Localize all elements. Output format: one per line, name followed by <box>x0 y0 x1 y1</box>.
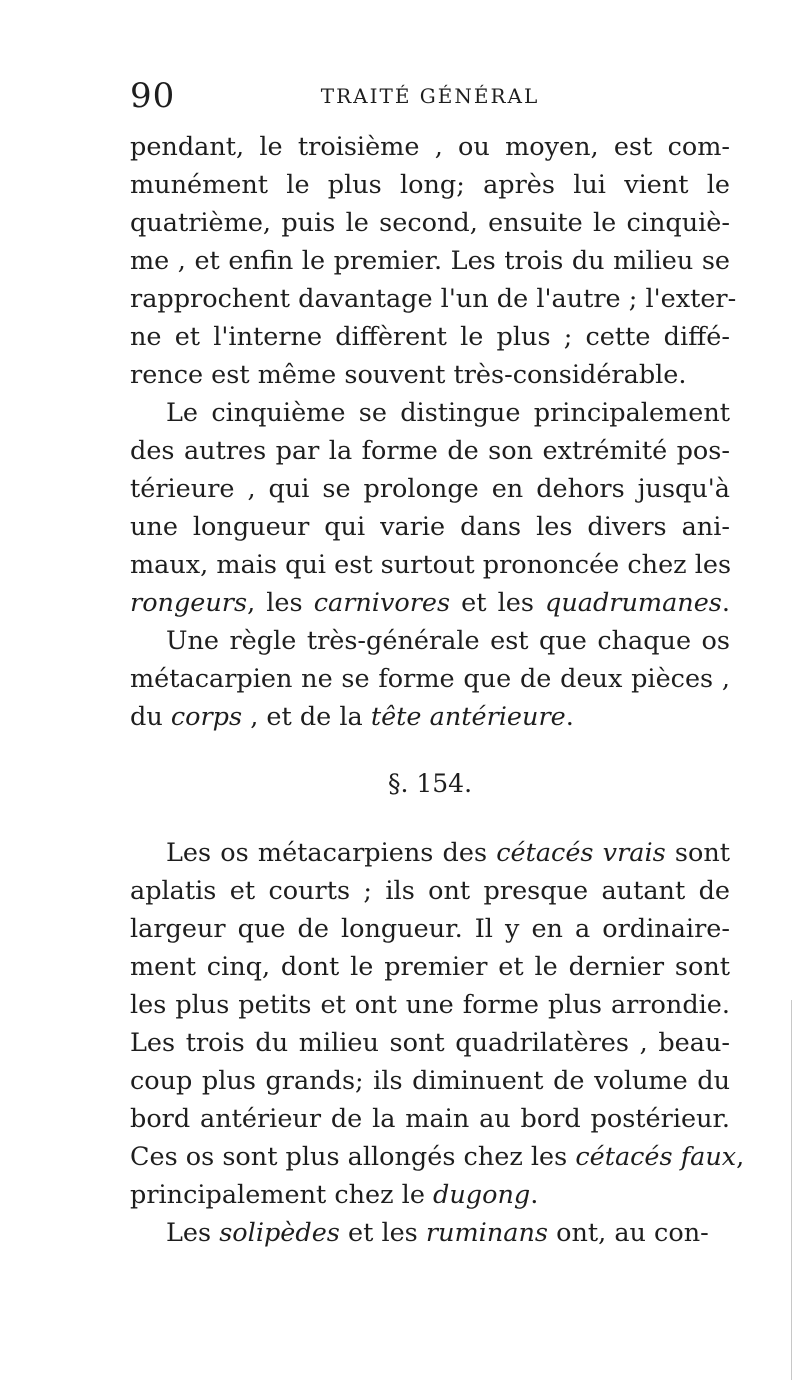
text-line: Le cinquième se distingue principalement <box>166 398 730 428</box>
text-line: coup plus grands; ils diminuent de volume du <box>130 1066 730 1096</box>
text-line: des autres par la forme de son extrémité pos- <box>130 436 730 466</box>
page-edge-divider <box>791 1000 792 1380</box>
text-line: Une règle très-générale est que chaque os <box>166 626 730 656</box>
paragraph-2 <box>130 394 730 622</box>
text-fragment: . <box>721 588 730 618</box>
term-tete-anterieure: tête antérieure <box>370 702 566 732</box>
text-fragment: Ces os sont plus allongés chez les <box>130 1142 576 1172</box>
term-cetaces-faux: cétacés faux <box>575 1142 737 1172</box>
text-fragment: sont <box>665 838 730 868</box>
text-line <box>130 584 730 622</box>
term-solipedes: solipèdes <box>219 1218 340 1248</box>
paragraph-1 <box>130 128 737 394</box>
text-line: térieure , qui se prolonge en dehors jusqu'à <box>130 474 730 504</box>
text-fragment: Les <box>166 1218 220 1248</box>
paragraph-5 <box>130 1214 730 1252</box>
text-line: bord antérieur de la main au bord postérieur. <box>130 1104 730 1134</box>
text-line: rapprochent davantage l'un de l'autre ; l'exter- <box>130 284 737 314</box>
page-header <box>130 76 730 116</box>
text-line: largeur que de longueur. Il y en a ordinaire- <box>130 914 730 944</box>
text-line <box>130 1138 745 1176</box>
text-fragment: , et de la <box>242 702 371 732</box>
text-line: pendant, le troisième , ou moyen, est com- <box>130 132 730 162</box>
text-line: une longueur qui varie dans les divers ani- <box>130 512 730 542</box>
text-fragment: du <box>130 702 171 732</box>
page-number: 90 <box>130 76 176 116</box>
text-fragment: principalement chez le <box>130 1180 434 1210</box>
text-line <box>130 1176 730 1214</box>
term-carnivores: carnivores <box>313 588 451 618</box>
term-corps: corps <box>170 702 243 732</box>
running-title: TRAITÉ GÉNÉRAL <box>320 84 540 108</box>
body-text <box>130 128 745 1252</box>
text-line: munément le plus long; après lui vient le <box>130 170 730 200</box>
text-line <box>130 834 730 872</box>
text-line: rence est même souvent très-considérable. <box>130 360 687 390</box>
term-dugong: dugong <box>433 1180 531 1210</box>
text-line: les plus petits et ont une forme plus arrondie. <box>130 990 730 1020</box>
term-cetaces-vrais: cétacés vrais <box>496 838 666 868</box>
paragraph-4 <box>130 834 745 1214</box>
text-fragment: et les <box>450 588 546 618</box>
term-rongeurs: rongeurs <box>130 588 248 618</box>
text-fragment: . <box>565 702 574 732</box>
text-line: métacarpien ne se forme que de deux pièces , <box>130 664 730 694</box>
text-line: maux, mais qui est surtout prononcée chez les <box>130 550 732 580</box>
text-line <box>130 1214 730 1252</box>
text-line: me , et enfin le premier. Les trois du milieu se <box>130 246 730 276</box>
text-fragment: et les <box>339 1218 426 1248</box>
text-line: aplatis et courts ; ils ont presque autant de <box>130 876 730 906</box>
text-fragment: . <box>530 1180 539 1210</box>
text-line: Les trois du milieu sont quadrilatères , beau- <box>130 1028 730 1058</box>
section-heading: §. 154. <box>387 769 473 798</box>
text-line: ne et l'interne diffèrent le plus ; cette diffé- <box>130 322 730 352</box>
text-line <box>130 698 730 736</box>
term-quadrumanes: quadrumanes <box>545 588 722 618</box>
text-fragment: Les os métacarpiens des <box>166 838 497 868</box>
term-ruminans: ruminans <box>425 1218 548 1248</box>
text-fragment: ont, au con- <box>547 1218 709 1248</box>
text-fragment: , les <box>247 588 314 618</box>
text-fragment: , <box>736 1142 745 1172</box>
text-line: ment cinq, dont le premier et le dernier sont <box>130 952 730 982</box>
text-line: quatrième, puis le second, ensuite le cinquiè- <box>130 208 730 238</box>
paragraph-3 <box>130 622 730 736</box>
